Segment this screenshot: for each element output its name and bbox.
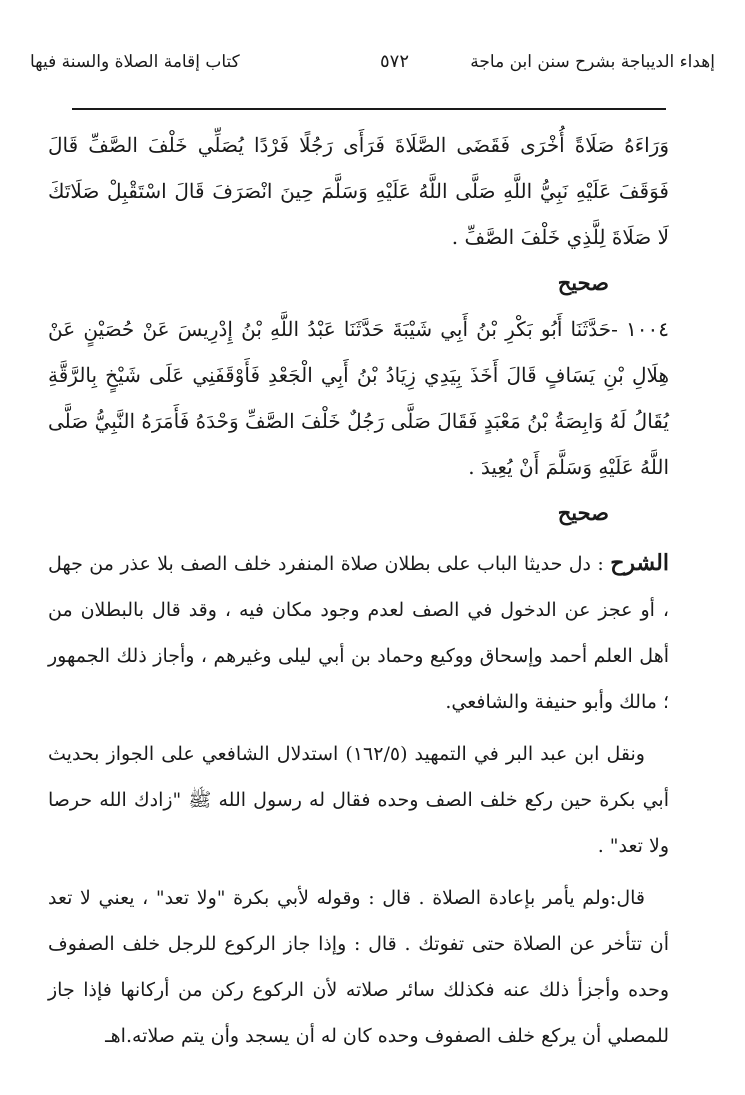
page-body [48, 122, 669, 1059]
header-divider [72, 108, 666, 110]
hadith-text-continued: وَرَاءَهُ صَلَاةً أُخْرَى فَقَضَى الصَّلَاةَ فَرَأَى رَجُلًا فَرْدًا يُصَلِّي خَلْفَ الصَّفِّ قَالَ فَوَقَفَ عَلَيْهِ نَبِيُّ اللَّهِ صَلَّى اللَّهُ عَلَيْهِ وَسَلَّمَ حِينَ انْصَرَفَ قَالَ اسْتَقْبِلْ صَلَاتَكَ لَا صَلَاةَ لِلَّذِي خَلْفَ الصَّفِّ . [48, 133, 669, 249]
page-number: ٥٧٢ [380, 51, 410, 72]
commentary-paragraph [48, 540, 669, 725]
page-header [30, 44, 715, 80]
commentary-text: : دل حديثا الباب على بطلان صلاة المنفرد خلف الصف بلا عذر من جهل ، أو عجز عن الدخول في الصف لعدم وجود مكان فيه ، وقد قال بالبطلان من أهل العلم أحمد وإسحاق ووكيع وحماد بن أبي ليلى وغيرهم ، وأجاز ذلك الجمهور ؛ مالك وأبو حنيفة والشافعي. [48, 553, 669, 713]
commentary-paragraph: قال:ولم يأمر بإعادة الصلاة . قال : وقوله لأبي بكرة "ولا تعد" ، يعني لا تعد أن تتأخر عن الصلاة حتى تفوتك . قال : وإذا جاز الركوع للرجل خلف الصفوف وحده وأجزأ ذلك عنه فكذلك سائر صلاته لأن الركوع ركن من أركانها فإذا جاز للمصلي أن يركع خلف الصفوف وحده كان له أن يسجد وأن يتم صلاته.اهـ [48, 887, 669, 1047]
chapter-title: كتاب إقامة الصلاة والسنة فيها [30, 52, 240, 72]
hadith-grade: صحيح [557, 270, 609, 295]
book-title: إهداء الديباجة بشرح سنن ابن ماجة [470, 52, 715, 72]
hadith-text-1004: ١٠٠٤ -حَدَّثَنَا أَبُو بَكْرِ بْنُ أَبِي شَيْبَةَ حَدَّثَنَا عَبْدُ اللَّهِ بْنُ إِدْرِيسَ عَنْ حُصَيْنٍ عَنْ هِلَالِ بْنِ يَسَافٍ قَالَ أَخَذَ بِيَدِي زِيَادُ بْنُ أَبِي الْجَعْدِ فَأَوْقَفَنِي عَلَى شَيْخٍ بِالرَّقَّةِ يُقَالُ لَهُ وَابِصَةُ بْنُ مَعْبَدٍ فَقَالَ صَلَّى رَجُلٌ خَلْفَ الصَّفِّ وَحْدَهُ فَأَمَرَهُ النَّبِيُّ صَلَّى اللَّهُ عَلَيْهِ وَسَلَّمَ أَنْ يُعِيدَ . [48, 317, 669, 479]
commentary-label: الشرح [610, 550, 669, 576]
commentary-paragraph: ونقل ابن عبد البر في التمهيد (١٦٢/٥) استدلال الشافعي على الجواز بحديث أبي بكرة حين ركع خلف الصف وحده فقال له رسول الله ﷺ "زادك الله حرصا ولا تعد" . [48, 743, 669, 857]
hadith-grade: صحيح [557, 500, 609, 525]
